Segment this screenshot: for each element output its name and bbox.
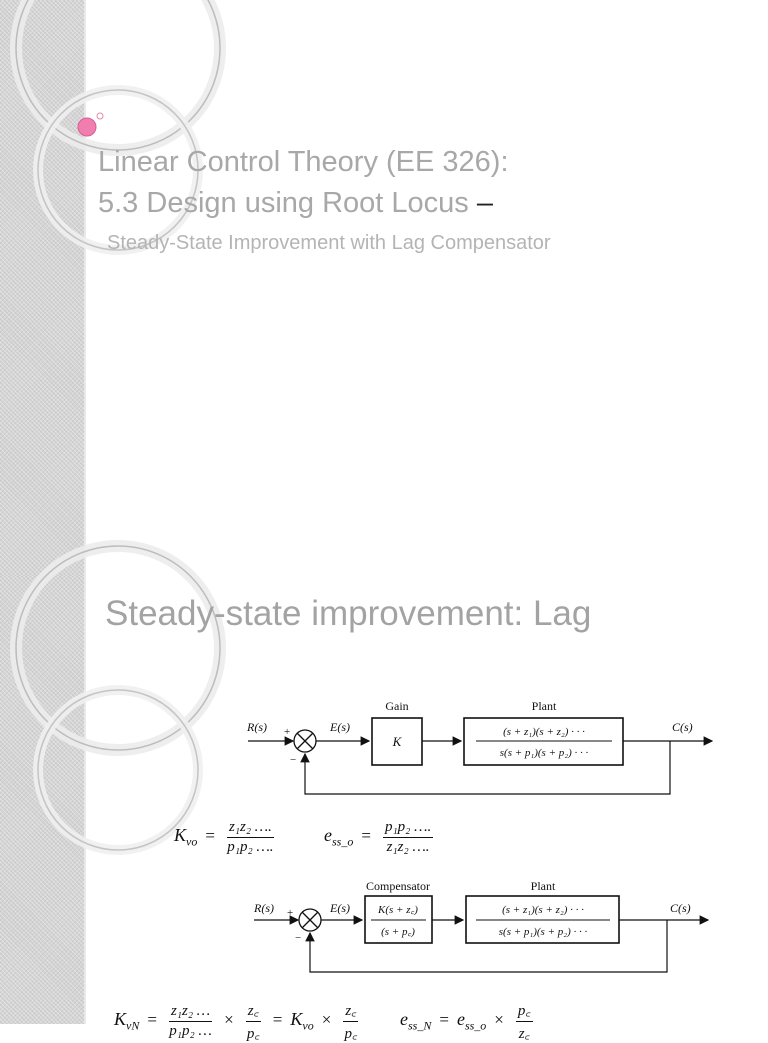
- kvn-f1-numerator: z₁z₂ …: [169, 1003, 212, 1022]
- ess-denominator: z₁z₂ ….: [386, 839, 430, 855]
- slide-title: Steady-state improvement: Lag: [105, 594, 592, 633]
- output-label: C(s): [670, 901, 691, 915]
- plant-denominator: s(s + p₁)(s + p₂) · · ·: [499, 747, 589, 759]
- error-label: E(s): [330, 901, 350, 915]
- ess-symbol: e: [324, 825, 332, 846]
- times-sign: ×: [494, 1010, 504, 1030]
- plus-sign: +: [284, 726, 291, 738]
- essn-subscript: ss_N: [408, 1018, 432, 1033]
- kvn-f3-numerator: z꜀: [343, 1000, 358, 1022]
- kvn-symbol: K: [114, 1009, 127, 1030]
- kvo-subscript: vo: [302, 1018, 314, 1033]
- kvn-fraction-2: [246, 1000, 261, 1043]
- kvn-f2-denominator: p꜀: [246, 1026, 260, 1042]
- equation-ess-o: [324, 819, 437, 856]
- small-ring-icon: [97, 113, 103, 119]
- input-label: R(s): [254, 901, 274, 915]
- kvn-fraction-3: [343, 1000, 358, 1043]
- equals-sign: =: [147, 1010, 157, 1030]
- compensator-header: Compensator: [366, 879, 430, 893]
- equals-sign: =: [361, 826, 371, 846]
- equation-ess-n: [400, 1000, 537, 1043]
- kvn-f3-denominator: p꜀: [344, 1026, 358, 1042]
- equals-sign: =: [205, 826, 215, 846]
- times-sign: ×: [224, 1010, 234, 1030]
- title-line-2: 5.3 Design using Root Locus: [98, 187, 469, 219]
- minus-sign: −: [295, 932, 302, 944]
- plus-sign: +: [287, 907, 294, 919]
- kvo-symbol: K: [174, 825, 187, 846]
- essn-denominator: z꜀: [518, 1026, 530, 1042]
- equals-sign-2: =: [272, 1010, 283, 1030]
- equation-kvn: [114, 1000, 362, 1043]
- plant-header: Plant: [531, 699, 557, 713]
- slide-title: [98, 142, 509, 224]
- plant-numerator: (s + z₁)(s + z₂) · · ·: [503, 726, 585, 738]
- kvn-fraction-1: [169, 1003, 212, 1040]
- esso-symbol: e: [456, 1009, 465, 1030]
- esso-subscript: ss_o: [464, 1018, 487, 1033]
- ess-fraction: [383, 819, 433, 856]
- kvo-denominator: p₁p₂ ….: [227, 839, 274, 855]
- kvn-f1-denominator: p₁p₂ …: [169, 1023, 212, 1039]
- plant-header: Plant: [530, 879, 556, 893]
- output-label: C(s): [672, 720, 693, 734]
- gain-header: Gain: [385, 699, 409, 713]
- equals-sign: =: [439, 1010, 449, 1030]
- block-diagram-gain-plant: [240, 688, 720, 803]
- essn-symbol: e: [400, 1009, 408, 1030]
- content-slide: [0, 576, 768, 1042]
- kvo-subscript: vo: [186, 834, 198, 849]
- compensator-numerator: K(s + z꜀): [378, 904, 418, 916]
- kvo-numerator: z₁z₂ ….: [227, 819, 274, 838]
- plant-numerator: (s + z₁)(s + z₂) · · ·: [502, 904, 584, 916]
- ess-numerator: p₁p₂ ….: [383, 819, 433, 838]
- pink-dot-icon: [78, 118, 96, 136]
- compensator-denominator: (s + p꜀): [381, 926, 415, 938]
- equation-kvo: [174, 819, 278, 856]
- essn-fraction: [516, 1000, 533, 1043]
- ess-subscript: ss_o: [332, 834, 354, 849]
- title-dash: –: [468, 187, 493, 219]
- kvo-fraction: [227, 819, 274, 856]
- title-line-1: Linear Control Theory (EE 326):: [98, 146, 509, 178]
- kvo-symbol: K: [290, 1009, 303, 1030]
- error-label: E(s): [330, 720, 350, 734]
- input-label: R(s): [247, 720, 267, 734]
- essn-numerator: p꜀: [516, 1000, 533, 1022]
- gain-block-text: K: [392, 734, 402, 749]
- minus-sign: −: [290, 754, 297, 766]
- times-sign-2: ×: [321, 1010, 332, 1030]
- slide-subtitle: Steady-State Improvement with Lag Compensator: [107, 232, 551, 254]
- block-diagram-compensator-plant: [250, 878, 715, 978]
- plant-denominator: s(s + p₁)(s + p₂) · · ·: [498, 926, 588, 938]
- kvn-subscript: vN: [126, 1018, 140, 1033]
- kvn-f2-numerator: z꜀: [246, 1000, 261, 1022]
